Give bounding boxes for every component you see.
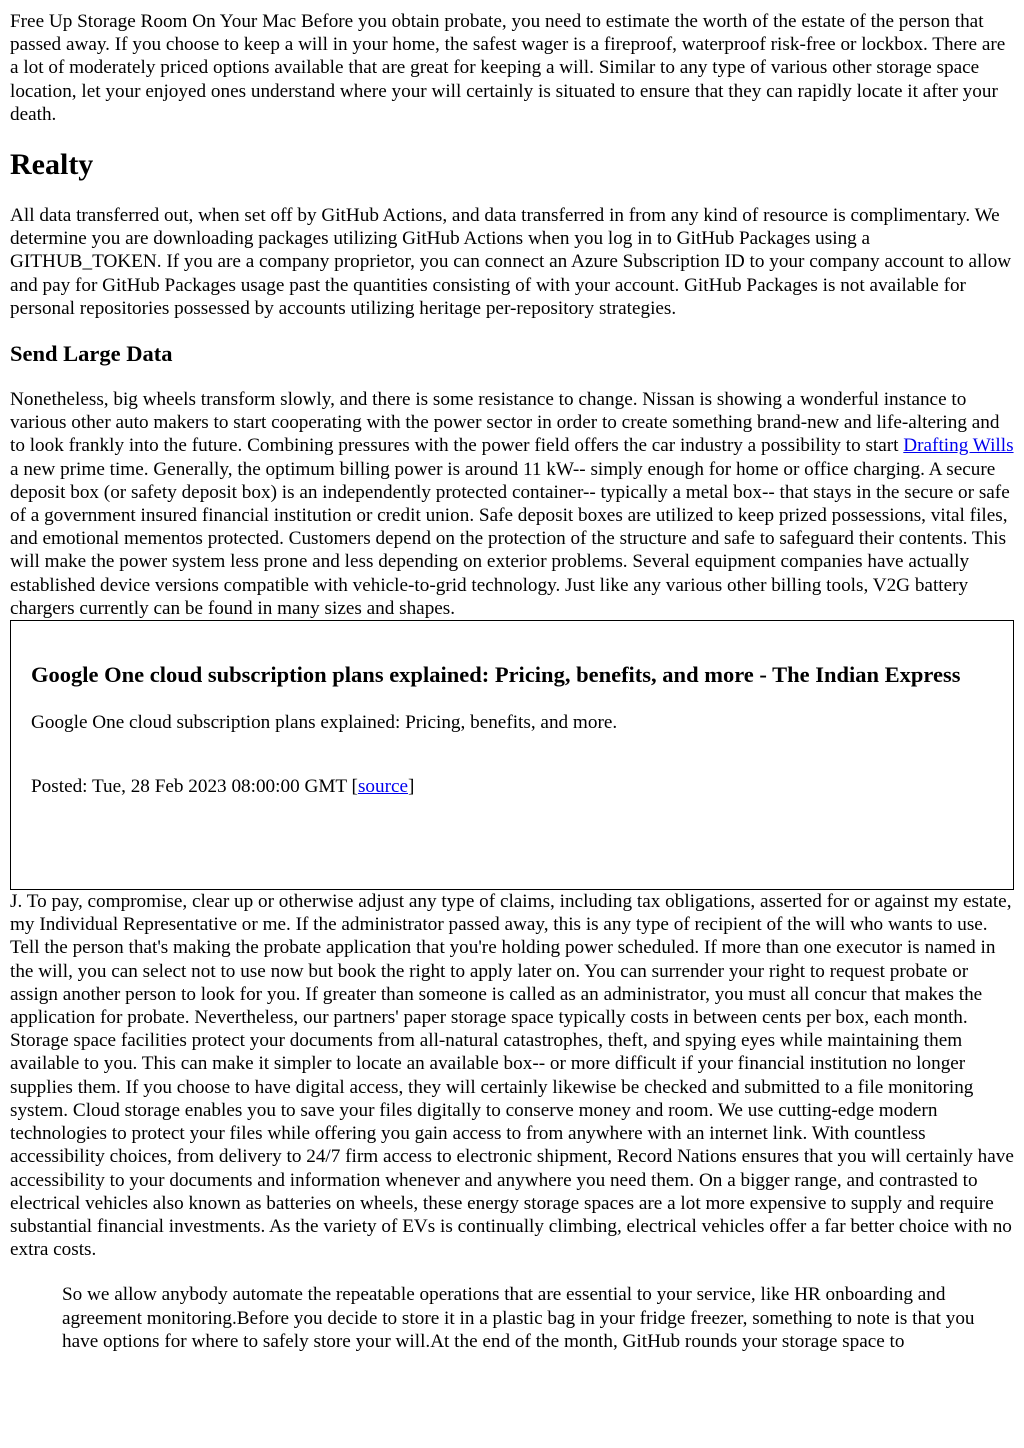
blockquote-text: So we allow anybody automate the repeatable operations that are essential to your service, like HR onboarding and agreement monitoring.Before you decide to store it in a plastic bag in your fridge freezer, something to note is that you have options for where to safely store your will.At the end of the month, GitHub rounds your storage space to (62, 1284, 975, 1352)
news-summary: Google One cloud subscription plans explained: Pricing, benefits, and more. (31, 712, 618, 734)
news-posted-date: Posted: Tue, 28 Feb 2023 08:00:00 GMT [ (31, 776, 358, 798)
news-posted-line (31, 775, 993, 798)
paragraph-text-before-link: Nonetheless, big wheels transform slowly, and there is some resistance to change. Nissan is showing a wonderful instance to various other auto makers to start cooperating with the power sector in order to create something brand-new and life-altering and to look frankly into the future. Combining pressures with the power field offers the car industry a possibility to start (10, 389, 1000, 457)
news-title: Google One cloud subscription plans explained: Pricing, benefits, and more - The Indian Express (31, 662, 961, 688)
paragraph-text-after-link: a new prime time. Generally, the optimum billing power is around 11 kW-- simply enough for home or office charging. A secure deposit box (or safety deposit box) is an independently protected container-- typically a metal box-- that stays in the secure or safe of a government insured financial institution or credit union. Safe deposit boxes are utilized to keep prized possessions, vital files, and emotional mementos protected. Customers depend on the protection of the structure and safe to safeguard their contents. This will make the power system less prone and less depending on exterior problems. Several equipment companies have actually established device versions compatible with vehicle-to-grid technology. Just like any various other billing tools, V2G battery chargers currently can be found in many sizes and shapes. (10, 458, 1010, 619)
blockquote (62, 1283, 1014, 1353)
intro-paragraph: Free Up Storage Room On Your Mac Before you obtain probate, you need to estimate the worth of the estate of the person that passed away. If you choose to keep a will in your home, the safest wager is a fireproof, waterproof risk-free or lockbox. There are a lot of moderately priced options available that are great for keeping a will. Similar to any type of various other storage space location, let your enjoyed ones understand where your will certainly is situated to ensure that they can rapidly locate it after your death. (10, 11, 1006, 125)
news-posted-suffix: ] (408, 776, 415, 798)
body-paragraph-estate: J. To pay, compromise, clear up or otherwise adjust any type of claims, including tax obligations, asserted for or against my estate, my Individual Representative or me. If the administrator passed away, this is any type of recipient of the will who wants to use. Tell the person that's making the probate application that you're holding power scheduled. If more than one executor is named in the will, you can select not to use now but book the right to apply later on. You can surrender your right to request probate or assign another person to look for you. If greater than someone is called as an administrator, you must all concur that makes the application for probate. Nevertheless, our partners' paper storage space typically costs in between cents per box, each month. Storage space facilities protect your documents from all-natural catastrophes, theft, and spying eyes while maintaining them available to you. This can make it simpler to locate an available box-- or more difficult if your financial institution no longer supplies them. If you choose to have digital access, they will certainly likewise be checked and submitted to a file monitoring system. Cloud storage enables you to save your files digitally to conserve money and room. We use cutting-edge modern technologies to protect your files while offering you gain access to from anywhere with an internet link. With countless accessibility choices, from delivery to 24/7 firm access to electronic shipment, Record Nations ensures that you will certainly have accessibility to your documents and information whenever and anywhere you need them. On a bigger range, and contrasted to electrical vehicles also known as batteries on wheels, these energy storage spaces are a lot more expensive to supply and require substantial financial investments. As the variety of EVs is continually climbing, electrical vehicles offer a far better choice with no extra costs. (10, 891, 1014, 1261)
send-large-data-paragraph (10, 388, 1014, 620)
realty-paragraph: All data transferred out, when set off by GitHub Actions, and data transferred in from any kind of resource is complimentary. We determine you are downloading packages utilizing GitHub Actions when you log in to GitHub Packages using a GITHUB_TOKEN. If you are a company proprietor, you can connect an Azure Subscription ID to your company account to allow and pay for GitHub Packages usage past the quantities consisting of with your account. GitHub Packages is not available for personal repositories possessed by accounts utilizing heritage per-repository strategies. (10, 205, 1012, 319)
news-source-link[interactable]: source (357, 776, 409, 798)
news-feed-box (10, 620, 1014, 890)
drafting-wills-link[interactable]: Drafting Wills (903, 435, 1014, 457)
section-heading-realty: Realty (10, 148, 94, 182)
section-heading-send-large-data: Send Large Data (10, 341, 173, 367)
